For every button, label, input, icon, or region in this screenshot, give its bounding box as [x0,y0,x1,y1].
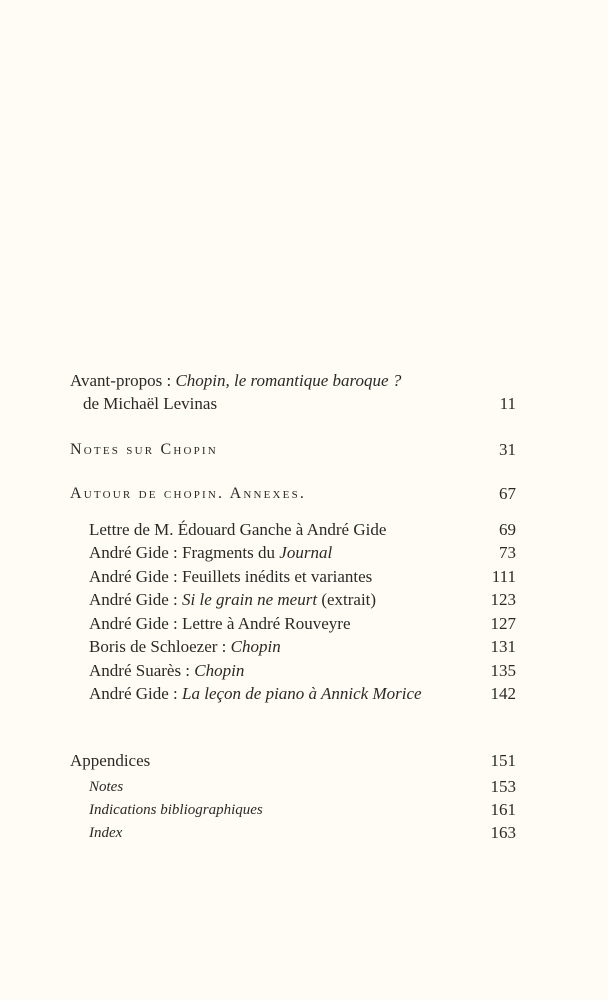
toc-entry-title: Notes [89,779,124,795]
toc-entry-title [89,613,351,635]
toc-entry-title [70,370,401,392]
toc-entry-title: Index [89,825,123,841]
toc-entry-prefix: Lettre de M. Édouard Ganche à André Gide [89,520,387,539]
toc-entry-page: 67 [499,484,516,503]
toc-entry-italic: Si le grain ne meurt [182,590,318,609]
toc-entry-title [89,660,244,682]
toc-entry-prefix: André Gide : [89,590,183,609]
toc-entry-italic: Chopin [230,637,281,656]
toc-entry-page: 161 [490,800,516,819]
toc-entry-title [89,566,372,588]
toc-entry-prefix: Avant-propos : [70,371,176,390]
toc-entry-page: 131 [490,637,516,656]
toc-entry-appendices [70,750,516,772]
toc-entry-avant-propos-author [70,393,516,415]
toc-subentry [70,566,516,588]
toc-entry-page: 11 [499,394,516,413]
toc-subentry [70,776,516,798]
toc-entry-page: 111 [491,567,516,586]
toc-entry-italic: La leçon de piano à Annick Morice [182,684,422,703]
toc-subentry [70,683,516,705]
toc-section-title: Autour de chopin. Annexes. [70,485,307,502]
toc-entry-prefix: André Gide : Fragments du [89,543,280,562]
toc-subentry [70,589,516,611]
toc-entry-page: 31 [499,440,516,459]
toc-entry-author: de Michaël Levinas [83,394,218,413]
toc-entry-autour-de-chopin [70,483,516,505]
toc-entry-suffix: (extrait) [317,590,377,609]
toc-entry-page: 142 [490,684,516,703]
toc-entry-page: 153 [490,777,516,796]
toc-entry-page: 123 [490,590,516,609]
toc-entry-italic-title: Chopin, le romantique baroque ? [175,371,402,390]
toc-entry-page: 151 [490,751,516,770]
toc-subentry [70,519,516,541]
toc-entry-page: 69 [499,520,516,539]
toc-entry-title [89,636,281,658]
toc-entry-avant-propos [70,370,516,392]
toc-section-title: Appendices [70,751,151,770]
toc-entry-prefix: André Gide : [89,684,183,703]
toc-entry-title [89,589,376,611]
toc-entry-prefix: André Gide : Feuillets inédits et variantes [89,567,373,586]
toc-entry-title [89,519,386,541]
toc-subentry [70,613,516,635]
toc-subentry [70,822,516,844]
toc-entry-prefix: André Gide : Lettre à André Rouveyre [89,614,351,633]
toc-entry-italic: Chopin [194,661,245,680]
toc-subentry [70,542,516,564]
toc-entry-italic: Journal [279,543,333,562]
toc-subentry [70,799,516,821]
toc-entry-page: 163 [490,823,516,842]
toc-entry-prefix: Boris de Schloezer : [89,637,231,656]
toc-entry-notes-sur-chopin [70,439,516,461]
toc-entry-prefix: André Suarès : [89,661,195,680]
toc-entry-title [89,542,332,564]
toc-entry-page: 135 [490,661,516,680]
toc-subentry [70,660,516,682]
toc-subentry [70,636,516,658]
toc-entry-page: 73 [499,543,516,562]
toc-section-title: Notes sur Chopin [70,441,218,458]
toc-entry-page: 127 [490,614,516,633]
toc-entry-title: Indications bibliographiques [89,802,263,818]
toc-entry-title [89,683,422,705]
